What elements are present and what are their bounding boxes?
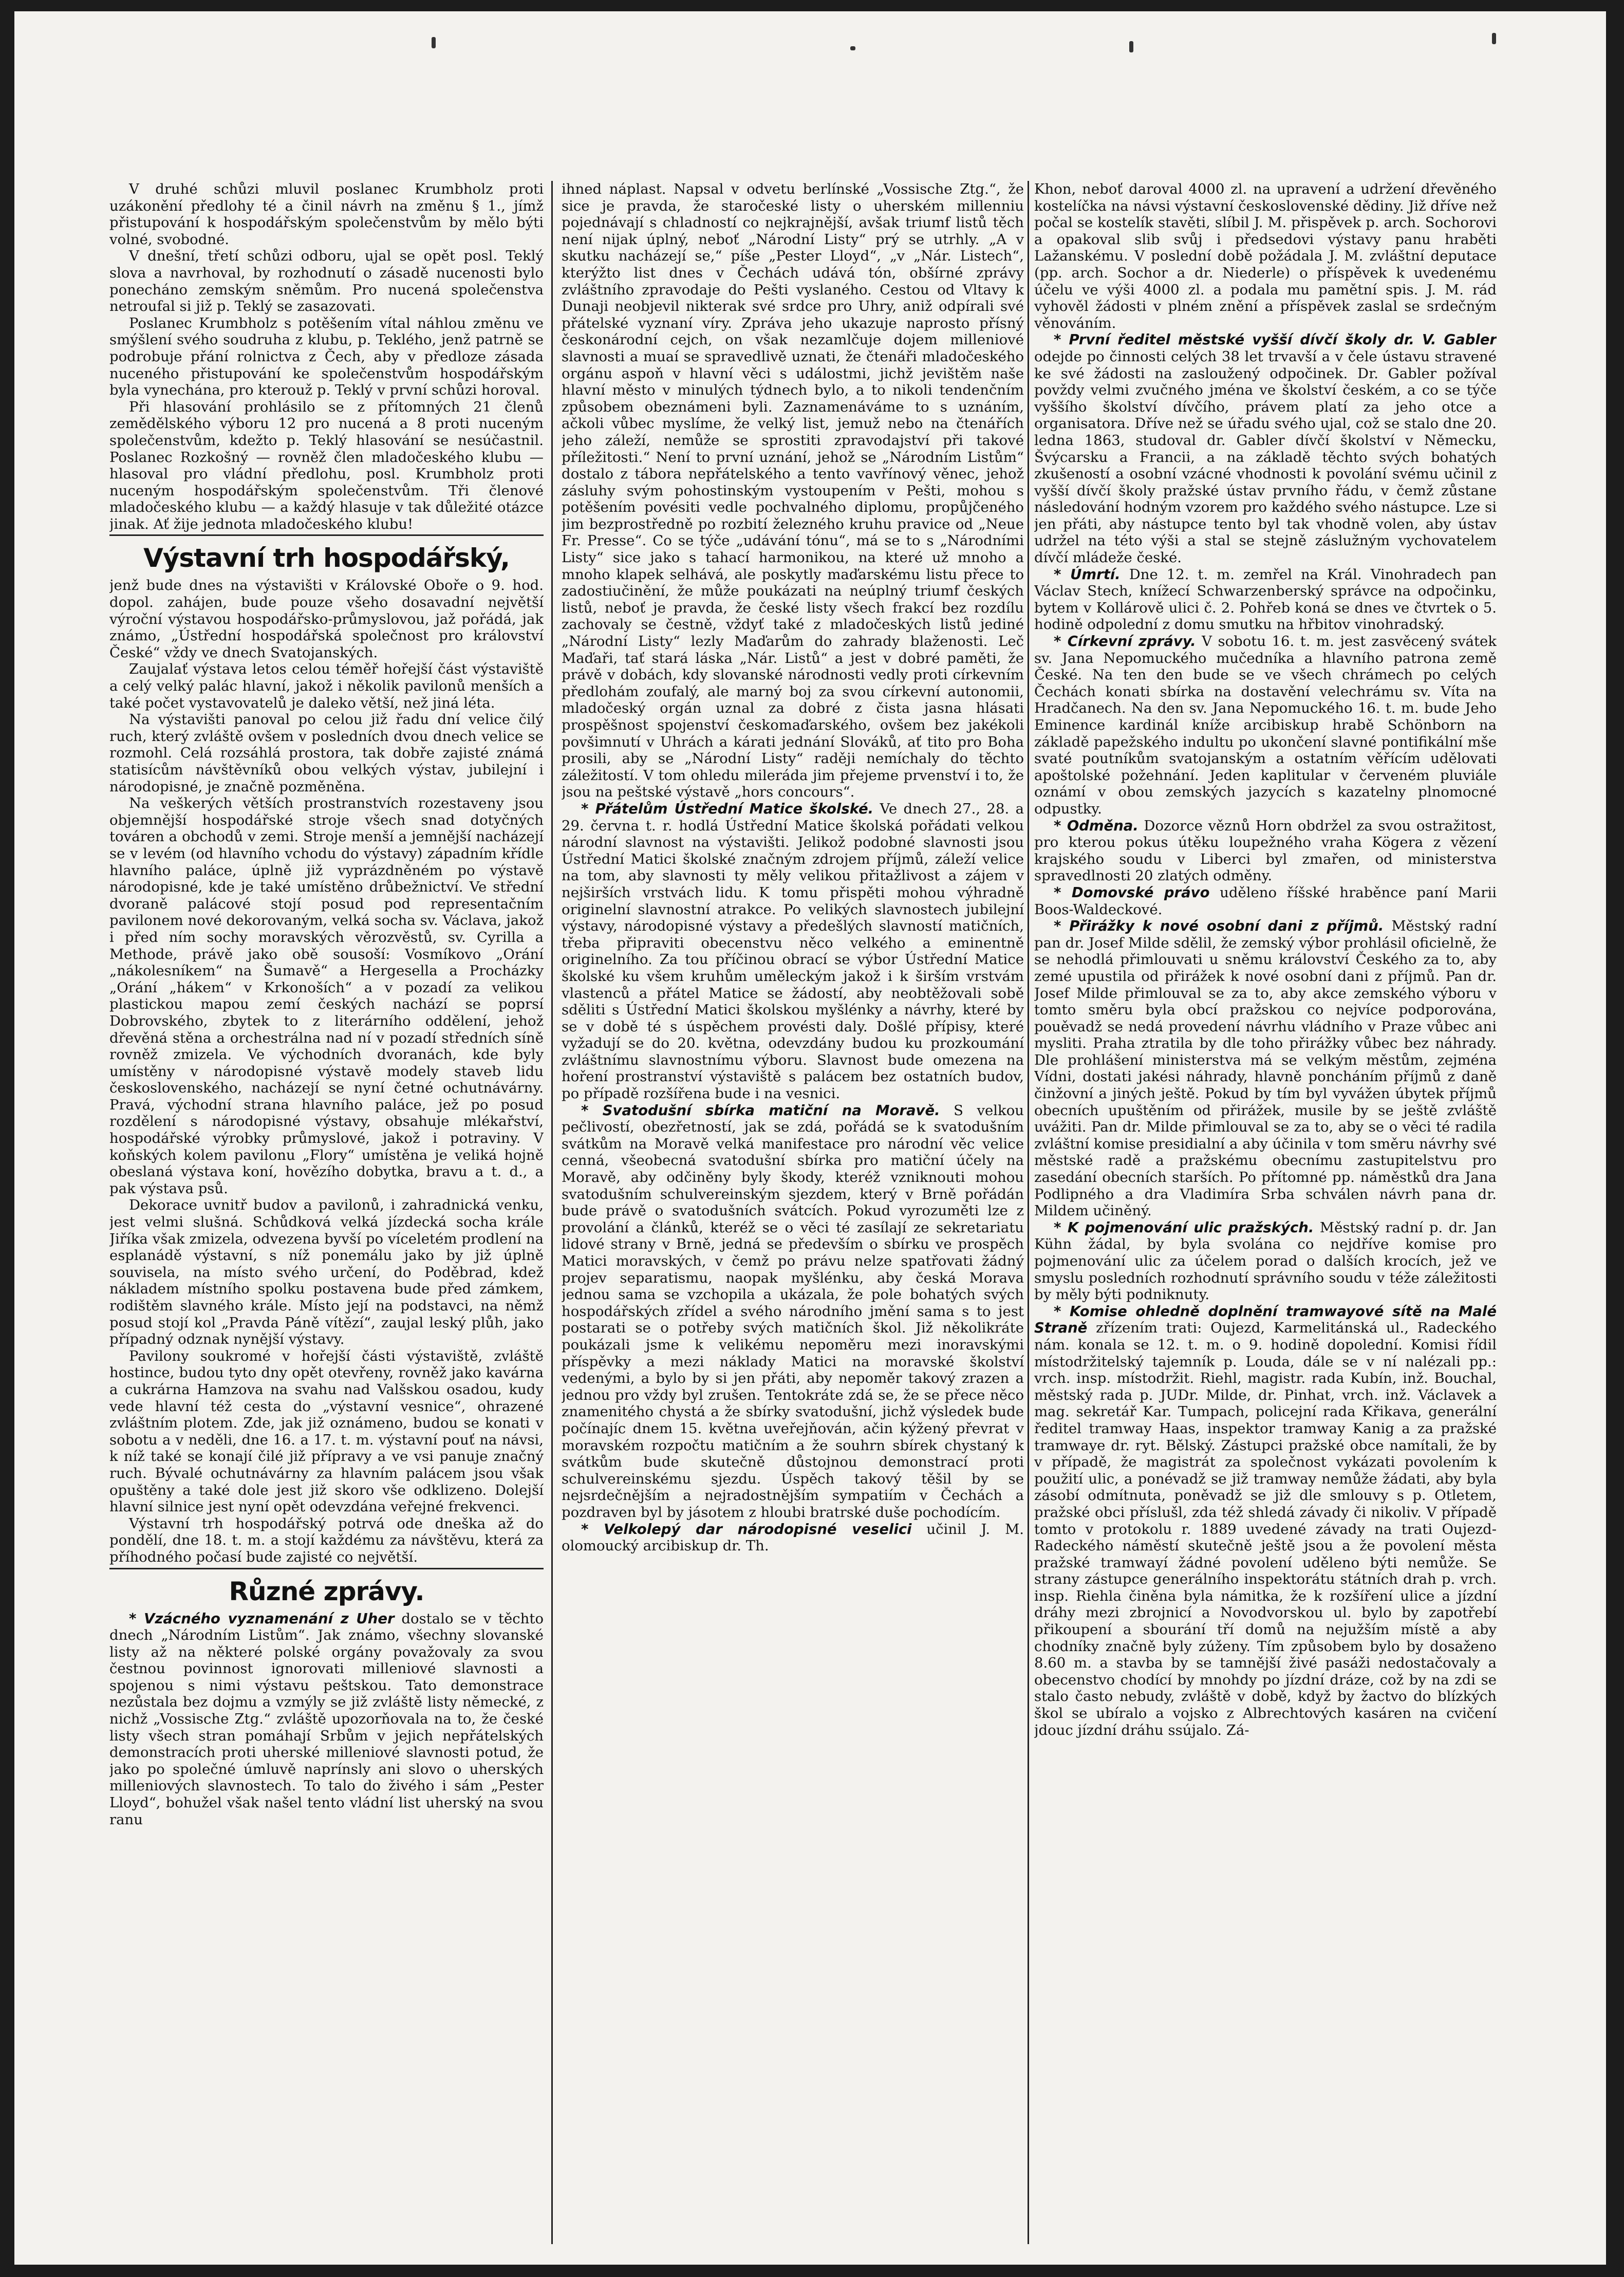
paragraph: Na veškerých větších prostranstvích rozestaveny jsou objemnější hospodářské stroje všech snad dotyčných továren a obchodů v zemi. Stroje menší a jemnější nacházejí se v levém (od hlavního vchodu do výstavy) západním křídle hlavního paláce, úplně již vyprázdněném po výstavě národopisné, kde je také umístěno drůbežnictví. Ve střední dvoraně palácové stojí posud pod representačním pavilonem nové dekorovaným, velká socha sv. Václava, jakož i před ním sochy moravských věrozvěstů, sv. Cyrilla a Methode, právě jako obě sousoší: Vosmíkovo „Orání „nákolesníkem“ na Šumavě“ a Hergesella a Procházky „Orání „hákem“ v Krkonoších“ a v pozadí za velikou plastickou mapou zemí českých nachází se poprsí Dobrovského, zbytek to z literárního oddělení, jehož dřevěná stěna a orchestrálna nad ní v pozadí středních síně rovněž zmizela. Ve východních dvoranách, kde byly umístěny v národopisné výstavě modely staveb lidu československého, nacházejí se nyní četné ochutnávárny. Pravá, východní strana hlavního paláce, jež po posud rozdělení s národopisné výstavy, obsahuje mlékařství, hospodářské výrobky průmyslové, jakož i potraviny. V koňských kolem pavilonu „Flory“ umístěna je veliká hojně obeslaná výstava koní, hovězího dobytka, bravu a t. d., a pak výstava psů. [109,795,544,1197]
column-rule [1028,181,1029,2244]
news-item-text: V sobotu 16. t. m. jest zasvěcený svátek sv. Jana Nepomuckého mučedníka a hlavního patrona země České. Na ten den bude se ve všech chrámech po celých Čechách konati sbírka na dostavění velechrámu sv. Víta na Hradčanech. Na den sv. Jana Nepomuckého 16. t. m. bude Jeho Eminence kardinál kníže arcibiskup hrabě Schönborn na základě papežského indultu po ukončení slavné pontifikální mše svaté poutníkům svatojanským a ostatním věřícím udělovati apoštolské požehnání. Jeden kaplitular v červeném pluviále oznámí v obou zemských jazycích s kazatelny plnomocné odpustky. [1034,633,1497,817]
news-item-text: Ve dnech 27., 28. a 29. června t. r. hodlá Ústřední Matice školská pořádati velkou národní slavnost na výstavišti. Jelikož podobné slavnosti jsou Ústřední Matici školské značným zdrojem příjmů, záleží velice na tom, aby slavnosti ty měly velikou přitažlivost a zájem v nejširších vrstvách lidu. K tomu přispěti mohou výhradně originelní slavnostní atrakce. Po velikých slavnostech jubilejní výstavy, národopisné výstavy a předešlých slavností matičních, třeba připraviti obecenstvu něco velkého a eminentně originelního. Za tou příčinou obrací se výbor Ústřední Matice školské ku všem kruhům uměleckým jakož i k širším vrstvám vlastenců a přátel Matice se žádostí, aby neobtěžovali sobě sděliti s Ústřední Matici školskou myšlénky a návrhy, které by se v době té s úspěchem provésti daly. Došlé přípisy, které vyžadují se do 20. května, odevzdány budou ku prozkoumání zvláštnímu slavnostnímu výboru. Slavnost bude omezena na hoření prostranství výstaviště s palácem bez ostatních budov, po případě rozšířena bude i na vesnici. [562,800,1024,1102]
news-item-text: Městský radní p. dr. Jan Kühn žádal, by byla svolána co nejdříve komise pro pojmenování ulic za účelem porad o dalších krocích, jež ve smyslu posledních rozhodnutí správního soudu v téže záležitosti by měly býti podniknuty. [1034,1219,1497,1303]
news-item-title: * Přátelům Ústřední Matice školské. [581,800,874,817]
paragraph: ihned náplast. Napsal v odvetu berlínské „Vossische Ztg.“, že sice je pravda, že staročeské listy o uherském millenniu pojednávají s chladností co nejkrajnější, avšak triumf listů těch není nijak úplný, neboť „Národní Listy“ prý se utrhly. „A v skutku nacházejí se,“ píše „Pester Lloyd“, „v „Nár. Listech“, kterýžto list dnes v Čechách udává tón, obšírné zprávy zvláštního zpravodaje do Pešti vyslaného. Cestou od Vltavy k Dunaji neobjevil nikterak své srdce pro Uhry, aniž odpírali své přátelské vyznaní víry. Zpráva jeho ukazuje naprosto přísný českonárodní cejch, on však nezamlčuje dojem milleniové slavnosti a muaí se spravedlivě uznati, že čtenáři mladočeského orgánu aspoň v hlavní věci s událostmi, jichž jevištěm naše hlavní město v minulých týdnech bylo, a to nikoli tendenčním způsobem obeznámeni byli. Zaznamenáváme to s uznáním, ačkoli vůbec myslíme, že velký list, jemuž nebo na čtenářích jeho záleží, nemůže se sprostiti zpravodajství při takové příležitosti.“ Není to první uznání, jehož se „Národním Listům“ dostalo z tábora nepřátelského a tento vavřínový věnec, jehož zásluhy svým pohostinským vystoupením v Pešti, mohou s potěšením povésiti vedle pochvalného diplomu, propůjčeného jim bezprostředně po rozbití železného kruhu pravice od „Neue Fr. Presse“. Co se týče „udávání tónu“, má se to s „Národními Listy“ sice jako s tahací harmonikou, na které už mnoho a mnoho klapek selhává, ale poskytly maďarskému listu přece to zadostiučinění, že může poukázati na neúplný triumf českých listů, neboť je pravda, že české listy všech frakcí bez rozdílu zachovaly se čestně, vždyť také z mladočeských listů jediné „Národní Listy“ lezly Maďarům do zahrady blaženosti. Leč Maďaři, tať stará láska „Nár. Listů“ a jest v dobré paměti, že právě v dobách, kdy slovanské národnosti vedly proti církevním předlohám zoufalý, ale marný boj za svou církevní autonomii, mladočeský orgán uznal za dobré z čista jasna hlásati prospěšnost spojenství českomaďarského, ovšem bez jakékoli povšimnutí v Uhrách a kárati jednání Slováků, ať tito pro Boha prosili, aby se „Národní Listy“ raději nemíchaly do těchto záležitostí. V tom ohledu mileráda jim přejeme prvenství i to, že jsou na peštské výstavě „hors concours“. [562,181,1024,801]
newspaper-page [14,11,1606,2265]
punch-mark [432,37,436,48]
news-item-text: zřízením trati: Oujezd, Karmelitánská ul., Radeckého nám. konala se 12. t. m. o 9. hodině dopolední. Komisi řídil místodržitelský tajemník p. Louda, dále se v ní nalézali pp.: vrch. insp. místodržit. Riehl, magistr. rada Kubín, inž. Bouchal, městský rada p. JUDr. Milde, dr. Pinhat, vrch. inž. Václavek a mag. sekretář Kar. Tumpach, policejní rada Křikava, generální ředitel tramway Haas, inspektor tramway Kanig a za pražské tramwaye dr. ryt. Bělský. Zástupci pražské obce namítali, že by v případě, že magistrát za společnost vykázati povolením k použití ulic, a ponévadž se již tramway nemůže žádati, aby byla zásobí odmítnuta, poněvadž se již dle smlouvy s p. Otletem, pražské obci příslušl, zda též shledá závady či nikoliv. V případě tomto v protokolu r. 1889 uvedené závady na trati Oujezd-Radeckého náměstí skutečně ještě jsou a že povolení města pražské tramwayí žádné povolení uděleno býti nemůže. Se strany zástupce generálního inspektorátu státních drah p. vrch. insp. Riehla činěna byla námitka, že k rozšíření ulice a jízdní dráhy mezi zbrojnicí a Novodvorskou ul. bylo by zapotřebí přikoupení a sbourání tří domů na nejužším místě a aby chodníky značně byly zúženy. Tím způsobem bylo by dosaženo 8.60 m. a stavba by se tamnější živé pasáži nedostačovaly a obecenstvo chodící by mnohdy po jízdní dráze, což by na zdi se stalo často nebudy, zvláště v době, když by žactvo do blízkých škol se ubíralo a vojsko z Albrechtových kasáren na cvičení jdouc jízdní dráhu ssújalo. Zá- [1034,1320,1497,1738]
paragraph: Khon, neboť daroval 4000 zl. na upravení a udržení dřevěného kostelíčka na návsi výstavní československé dědiny. Již dříve než počal se kostelík stavěti, slíbil J. M. přispěvek p. arch. Sochorovi a opakoval slib svůj i předsedovi výstavy panu hraběti Lažanskému. V poslední době požádala J. M. zvláštní deputace (pp. arch. Sochor a dr. Niederle) o příspěvek k uvedenému účelu ve výši 4000 zl. a podala mu pamětní spis. J. M. rád vyhověl žádosti v plném znění a příspěvek zaslal se srdečným věnováním. [1034,181,1497,331]
column-2 [562,181,1024,2244]
news-item-title: * Úmrtí. [1054,566,1121,583]
news-item-text: dostalo se v těchto dnech „Národním Listům“. Jak známo, všechny slovanské listy až na některé polské orgány považovaly za svou čestnou povinnost ignorovati milleniové slavnosti a spojenou s nimi výstavu peštskou. Tato demonstrace nezůstala bez dojmu a vzmýly se již zvláště listy německé, z nichž „Vossische Ztg.“ zvláště upozorňovala na to, že české listy všech stran pomáhají Srbům v jejich nepřátelských demonstracích proti uherské milleniové slavnosti potud, že jako po společné úmluvě naprínsly ani slovo o uherských milleniových slavnostech. To talo do živého i sám „Pester Lloyd“, bohužel však našel tento vládní list uherský na svou ranu [109,1610,544,1828]
punch-mark [850,46,855,50]
section-divider [109,1568,544,1569]
paragraph: V dnešní, třetí schůzi odboru, ujal se opět posl. Teklý slova a navrhoval, by rozhodnutí o zásadě nucenosti bylo ponecháno zemským sněmům. Pro nucená společenstva netroufal si již p. Teklý se zasazovati. [109,248,544,315]
news-item-text: S velkou pečlivostí, obezřetností, jak se zdá, pořádá se k svatodušním svátkům na Moravě velká manifestace pro národní věc velice cenná, všeobecná svatodušní sbírka pro matiční účely na Moravě, aby odčiněny byly škody, kteréž vzniknouti mohou svatodušním schulvereinským sjezdem, který v Brně pořádán bude právě o svatodušních svátcích. Pokud vyrozuměti lze z provolání a článků, kteréž se o věci té zasílají ze sekretariatu lidové strany v Brně, jedná se především o sbírku ve prospěch Matici moravských, v čemž po právu nelze spatřovati žádný projev separatismu, naopak myšlénku, aby česká Morava jednou sama se vzchopila a ukázala, že pole bohatých svých hospodářských zřídel a svého národního jmění sama s to jest postarati se o potřeby svých matičních škol. Již několikráte poukázali jsme k velikému nepoměru mezi inoravskými příspěvky a mezi náklady Matici na moravské školství vedenými, a bylo by si jen přáti, aby nepoměr takový zrazen a jednou pro vždy byl zrušen. Tentokráte zdá se, že se přece něco znamenitého chystá a že sbírky svatodušní, jichž výsledek bude počínajíc dnem 15. května uveřejňován, ačin kýžený převrat v moravském rozpočtu matičním a že souhrn sbírek chystaný k svátkům bude skutečně důstojnou demonstrací proti schulvereinskému sjezdu. Úspěch takový těšil by se nejsrdečnějším a nejradostnějším sympatiím v Čechách a pozdraven byl by jásotem z hloubi bratrské duše pochodícím. [562,1102,1024,1521]
paragraph: Poslanec Krumbholz s potěšením vítal náhlou změnu ve smýšlení svého soudruha z klubu, p. Teklého, jenž patrně se podrobuje přání rolnictva z Čech, aby v předloze zásada nuceného přistupování ke společenstvům hospodářským byla vynechána, pro kterouž p. Teklý v první schůzi horoval. [109,314,544,399]
column-3 [1034,181,1497,2244]
news-item-title: * První ředitel městské vyšší dívčí školy dr. V. Gabler [1054,331,1497,348]
section-divider [109,534,544,536]
punch-mark [1492,33,1496,44]
section-heading: Výstavní trh hospodářský, [143,543,510,573]
news-item-text: Dozorce věznů Horn obdržel za svou ostražitost, pro kterou pokus útěku loupežného vraha Kögera z vězení krajského soudu v Liberci byl zmařen, od ministerstva spravedlnosti 20 zlatých odměny. [1034,817,1497,884]
section-heading: Různé zprávy. [229,1576,424,1606]
news-item-title: * Komise ohledně doplnění tramwayové sítě na Malé Straně [1034,1303,1497,1337]
punch-mark [1129,41,1133,52]
paragraph: Pavilony soukromé v hořejší části výstaviště, zvláště hostince, budou tyto dny opět otevřeny, rovněž jako kavárna a cukrárna Hamzova na svahu nad Valšskou osadou, kudy vede hlavní též cesta do „výstavní vesnice“, ohrazené zvláštním plotem. Zde, jak již oznámeno, budou se konati v sobotu a v neděli, dne 16. a 17. t. m. výstavní pouť na návsi, k níž také se konají čilé již přípravy a ve vsi panuje značný ruch. Bývalé ochutnávárny za hlavním palácem jsou však opuštěny a také dole jest již skoro vše odklizeno. Dolejší hlavní silnice jest nyní opět odevzdána veřejné frekvenci. [109,1347,544,1515]
paragraph: Výstavní trh hospodářský potrvá ode dneška až do pondělí, dne 18. t. m. a stojí každému za návštěvu, která za příhodného počasí bude zajisté co největší. [109,1515,544,1565]
news-item-title: * Církevní zprávy. [1054,633,1196,650]
paragraph: Na výstavišti panoval po celou již řadu dní velice čilý ruch, který zvláště ovšem v posledních dvou dnech velice se rozmohl. Celá rozsáhlá prostora, tak dobře zajisté známá statisícům návštěvníků obou velkých výstav, jubilejní i národopisné, je značně pozměněna. [109,711,544,795]
news-item-text: Městský radní pan dr. Josef Milde sdělil, že zemský výbor prohlásil oficielně, že se nehodlá přimlouvati u sněmu království Českého za to, aby zemé upustila od přirážek k nové osobní dani z příjmů. Pan dr. Josef Milde přimlouval se za to, aby akce zemského výboru v tomto směru byla obcí pražskou co nejvíce podporována, pouěvadž se nedá provedení návrhu vládního v Praze vůbec ani mysliti. Praha ztratila by dle toho přirážky vůbec bez náhrady. Dle prohlášení ministerstva má se velkým městům, zejména Vídni, dostati jakési náhrady, hlavně poncháním příjmů z daně činžovní a jiných ještě. Pokud by tím byl vyvážen úbytek příjmů obecních upuštěním od přirážek, musile by se ještě zvláště uvážiti. Pan dr. Milde přimlouval se za to, aby se o věci té radila zvláštní komise presidialní a aby účinila v tom směru návrhy své městské radě a pražskému obecnímu zastupitelstvu pro zasedání obecních starších. Po přítomné pp. náměstků dra Jana Podlipného a dra Vladimíra Srba schválen návrh pana dr. Mildem učiněný. [1034,918,1497,1219]
news-item-title: * Přirážky k nové osobní dani z příjmů. [1054,918,1384,935]
news-item-title: * Domovské právo [1054,884,1210,901]
paragraph: Při hlasování prohlásilo se z přítomných 21 členů zemědělského výboru 12 pro nucená a 8 proti nuceným společenstvům, kdežto p. Teklý hlasování se nesúčastnil. Poslanec Rozkošný — rovněž člen mladočeského klubu — hlasoval pro vládní předlohu, posl. Krumbholz proti nuceným hospodářským společenstvům. Tři členové mladočeského klubu — a každý hlasuje v tak důležité otázce jinak. Ať žije jednota mladočeského klubu! [109,398,544,532]
column-1 [109,181,544,2244]
news-item-title: * K pojmenování ulic pražských. [1054,1219,1314,1236]
news-item-text: odejde po činnosti celých 38 let trvavší a v čele ústavu stravené ke své žádosti na zasloužený odpočinek. Dr. Gabler požíval povždy velmi zvučného jména ve školství českém, a co se týče vyššího školství dívčího, právem platí za jeho otce a organisatora. Dříve než se úřadu svého ujal, což se stalo dne 20. ledna 1863, studoval dr. Gabler dívčí školství v Německu, Švýcarsku a Francii, a na základě těchto svých bohatých zkušeností a osobní vzácné vhodnosti k povolání svému učinil z vyšší dívčí školy pražské ústav prvního řádu, v čemž zůstane následování hodným vzorem pro každého svého nástupce. Lze si jen přáti, aby nástupce tento byl tak vhodně volen, aby ústav udržel na této výši a stal se stejně záslužným vychovatelem dívčí mládeže české. [1034,348,1497,566]
paragraph: Zaujalať výstava letos celou téměř hořejší část výstaviště a celý velký palác hlavní, jakož i několik pavilonů menších a také počet vystavovatelů je daleko větší, než jiná léta. [109,661,544,711]
paragraph: jenž bude dnes na výstavišti v Královské Oboře o 9. hod. dopol. zahájen, bude pouze všeho dosavadní největší výroční výstavou hospodářsko-průmyslovou, jaž pořádá, jak známo, „Ústřední hospodářská společnost pro království České“ vždy ve dnech Svatojanských. [109,577,544,661]
news-item-text: učinil J. M. olomoucký arcibiskup dr. Th. [562,1521,1024,1554]
news-item-title: * Velkolepý dar národopisné veselici [581,1521,912,1538]
news-item-title: * Svatodušní sbírka matiční na Moravě. [581,1102,940,1119]
news-item-text: uděleno říšské hraběnce paní Marii Boos-Waldeckové. [1034,884,1497,918]
paragraph: V druhé schůzi mluvil poslanec Krumbholz proti uzákonění předlohy té a činil návrh na změnu § 1., jímž přistupování k hospodářským společenstvům by mělo býti volné, svobodné. [109,181,544,248]
news-item-text: Dne 12. t. m. zemřel na Král. Vinohradech pan Václav Stech, knížecí Schwarzenberský správce na odpočinku, bytem v Kollárově ulici č. 2. Pohřeb koná se dnes ve čtvrtek o 5. hodině odpolední z domu smutku na hřbitov vinohradský. [1034,566,1497,633]
news-item-title: * Odměna. [1054,817,1138,834]
column-rule [551,181,553,2244]
news-item-title: * Vzácného vyznamenání z Uher [129,1610,395,1627]
paragraph: Dekorace uvnitř budov a pavilonů, i zahradnická venku, jest velmi slušná. Schůdková velká jízdecká socha krále Jiříka však zmizela, odvezena byvší po víceletém prodlení na esplanádě výstavní, s níž ponemálu jako by již úplně souvisela, na místo svého určení, do Poděbrad, kdež nákladem místního spolku postavena bude před zámkem, rodištěm slavného krále. Místo její na podstavci, na němž posud stojí kol „Pravda Páně vítězí“, zaujal leský plůh, jako případný odznak nynější výstavy. [109,1197,544,1348]
